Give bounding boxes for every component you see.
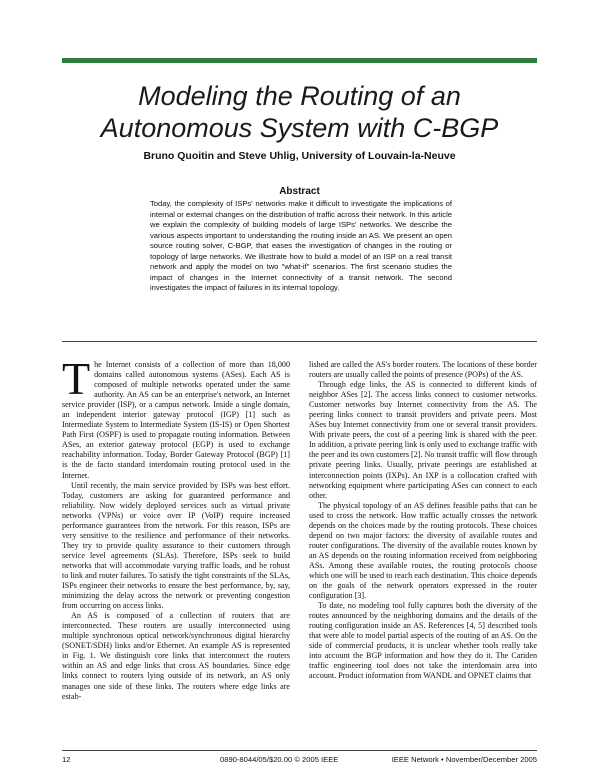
title-line-1: Modeling the Routing of an — [138, 81, 461, 111]
abstract-text: Today, the complexity of ISPs' networks make it difficult to investigate the implications of internal or external changes on the distribution of traffic across their network. In this article we explain the complexity of building models of large ISPs' networks. We describe the various aspects important to understanding the routing inside an AS. We present an open source routing solver, C-BGP, that eases the investigation of changes in the routing or topology of large networks. We illustrate how to build a model of an ISP on a real transit network and apply the model on two "what-if" scenarios. The first scenario studies the impact of changes in the Internet connectivity of a transit network. The second investigates the impact of failures in its internal topology. — [150, 199, 452, 292]
author-line: Bruno Quoitin and Steve Uhlig, University of Louvain-la-Neuve — [143, 150, 456, 162]
body-paragraph: Through edge links, the AS is connected to different kinds of neighbor ASes [2]. The access links connect to customer networks. Customer networks buy Internet connectivity from the AS. The peering links connect to transit providers and private peers. Most ASes buy Internet connectivity from one or several transit providers. With private peers, the cost of a peering link is shared with the peer. In addition, a private peering link is only used to exchange traffic with the peer and its own customers [2]. No transit traffic will flow through private peering links. Usually, private peerings are established at interconnection points (IXPs). An IXP is a collocation crafted with networking equipment where participating ASes can connect to each other. — [309, 380, 537, 500]
footer-divider — [62, 750, 537, 751]
right-column — [309, 360, 537, 682]
body-paragraph: Until recently, the main service provided by ISPs was best effort. Today, customers are asking for guaranteed performance and reliability. Now widely deployed services such as virtual private networks (VPNs) or voice over IP (VoIP) require increased performance guarantees from the network. For this reason, ISPs are very sensitive to the resilience and performance of their networks. They try to provide quality assurance to their customers through service level agreements (SLAs). Therefore, ISPs seek to build networks that will accommodate varying traffic loads, and be robust to link and router failures. To satisfy the tight constraints of the SLAs, ISPs engineer their networks to ensure the best performance, by, say, minimizing the delay across the network or preventing congestion from occurring on access links. — [62, 480, 290, 611]
left-column — [62, 353, 290, 702]
body-paragraph: To date, no modeling tool fully captures both the diversity of the routes announced by the neighboring domains and the details of the routing configuration inside an AS. References [4, 5] described tools that were able to model partial aspects of the routing of an AS. On the side of commercial products, it is unclear whether tools really take into account the BGP information and how they do it. The Cariden traffic engineering tool does not take the interdomain area into account. Product information from WANDL and OPNET claims that — [309, 601, 537, 681]
journal-info: IEEE Network • November/December 2005 — [391, 755, 537, 764]
price-line: 0890-8044/05/$20.00 © 2005 IEEE — [220, 755, 339, 764]
header-accent-bar — [62, 58, 537, 63]
body-paragraph: An AS is composed of a collection of routers that are interconnected. These routers are usually interconnected using multiple synchronous optical network/synchronous digital hierarchy (SONET/SDH) links and/or Ethernet. An example AS is represented in Fig. 1. We distinguish core links that interconnect the routers within an AS and edge links that cross AS boundaries. Since edge links connect to routers lying outside of its network, an AS only manages one side of these links. The routers where edge links are estab- — [62, 611, 290, 701]
page-number: 12 — [62, 755, 71, 764]
title-line-2: Autonomous System with C-BGP — [100, 113, 499, 143]
article-title — [62, 80, 537, 144]
body-paragraph: he Internet consists of a collection of more than 18,000 domains called autonomous systems (ASes). Each AS is composed of multiple networks operated under the same authority. An AS can be an enterprise's network, an Internet service provider (ISP), or a campus network. Inside a single domain, an independent interior gateway protocol (IGP) [1] such as Intermediate System to Intermediate System (IS-IS) or Open Shortest Path First (OSPF) is used to propagate routing information. Between ASes, an exterior gateway protocol (EGP) is used to exchange reachability information. Today, Border Gateway Protocol (BGP) [1] is the de facto standard interdomain routing protocol used in the Internet. — [62, 360, 290, 480]
abstract-heading: Abstract — [279, 186, 320, 197]
section-divider — [62, 341, 537, 342]
drop-cap: T — [62, 353, 91, 404]
body-paragraph: lished are called the AS's border routers. The locations of these border routers are usually called the points of presence (POPs) of the AS. — [309, 360, 537, 380]
body-paragraph: The physical topology of an AS defines feasible paths that can be used to cross the network. How traffic actually crosses the network depends on the choices made by the routing protocols. These choices depend on two major factors: the diversity of available routes and router configurations. The diversity of the available routes known by an AS depends on the routing information received from neighboring ASs. Among these available routes, the routing protocols choose which one will be used to reach each destination. This choice depends on the goals of the network operators expressed in the router configuration [3]. — [309, 500, 537, 601]
